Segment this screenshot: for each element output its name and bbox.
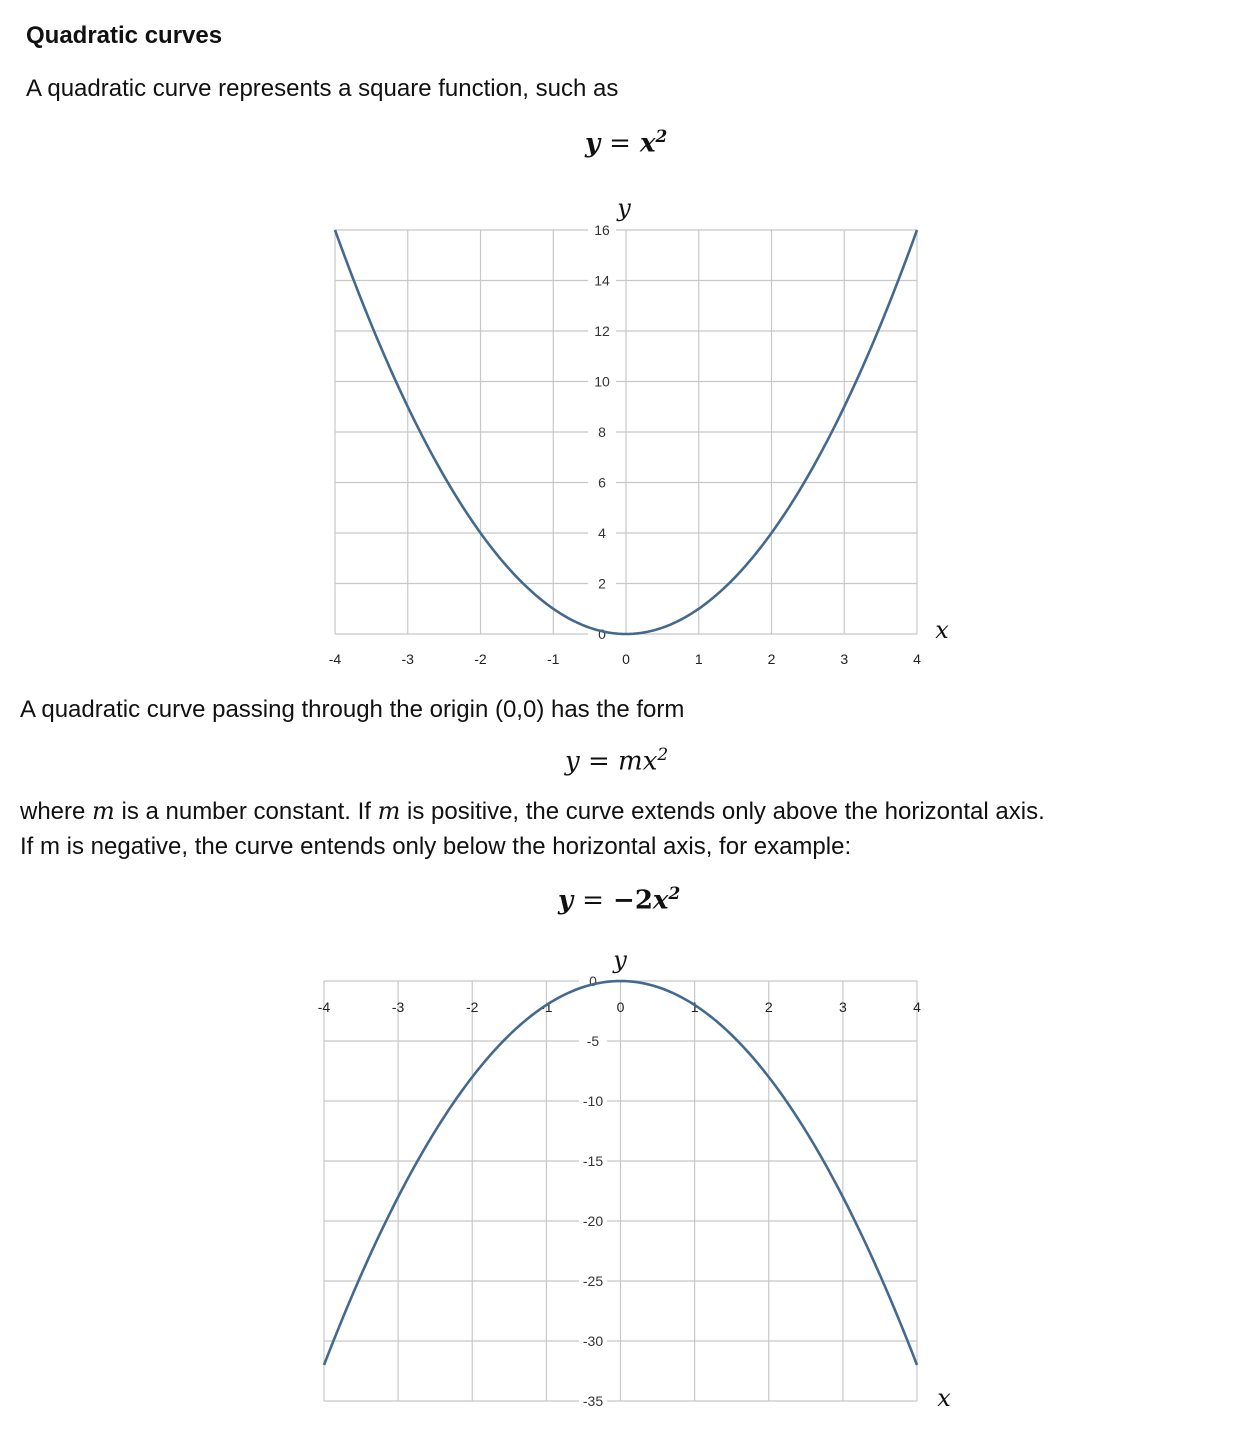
- x-tick-label: 3: [840, 651, 849, 667]
- x-tick-label: 0: [616, 999, 625, 1015]
- y-tick-label: 4: [598, 525, 606, 541]
- x-tick-label: -3: [401, 651, 414, 667]
- y-axis-label: y: [617, 194, 631, 222]
- eq1-base: x: [640, 128, 656, 159]
- para3-var2: m: [377, 797, 401, 825]
- eq3-op: =: [582, 885, 604, 916]
- eq2-base: x: [642, 746, 658, 777]
- origin-form-text: A quadratic curve passing through the origin (0,0) has the form: [20, 696, 685, 723]
- eq2-exp: 2: [657, 745, 669, 765]
- eq3-lhs: y: [558, 885, 574, 916]
- y-tick-label: -35: [582, 1393, 604, 1409]
- gridlines: [324, 981, 917, 1401]
- y-axis-label: y: [613, 946, 627, 974]
- y-tick-label: 14: [594, 272, 610, 289]
- x-axis-label: x: [937, 1384, 951, 1412]
- y-tick-label: 0: [598, 626, 606, 642]
- para3-part2: is a number constant. If: [114, 798, 378, 825]
- y-tick-label: 2: [598, 575, 606, 592]
- page-title: Quadratic curves: [26, 22, 223, 49]
- intro-text: A quadratic curve represents a square function, such as: [26, 75, 619, 102]
- equation-y-equals-mx-squared: [565, 745, 668, 777]
- equation-y-equals-x-squared: [585, 127, 667, 159]
- y-tick-label: 0: [589, 973, 597, 989]
- eq3-exp: 2: [668, 884, 681, 904]
- y-tick-label: 16: [594, 222, 610, 238]
- y-tick-label: 8: [598, 424, 606, 440]
- y-tick-label: 12: [594, 323, 610, 339]
- x-tick-label: -1: [540, 999, 553, 1015]
- x-tick-label: 4: [913, 651, 921, 667]
- eq2-coef: m: [618, 746, 643, 777]
- y-tick-label: 10: [594, 373, 610, 390]
- chart-y-equals-minus-2x-squared: [300, 940, 980, 1420]
- eq2-op: =: [587, 746, 610, 777]
- eq3-base: x: [652, 885, 669, 916]
- y-tick-label: -20: [582, 1213, 604, 1229]
- x-axis-label: x: [935, 616, 949, 644]
- y-tick-label: -30: [582, 1333, 604, 1349]
- y-tick-label: -5: [586, 1033, 600, 1049]
- eq1-op: =: [609, 128, 631, 159]
- x-tick-label: -4: [317, 999, 331, 1015]
- x-tick-label: -4: [328, 651, 342, 667]
- y-tick-label: -15: [582, 1153, 604, 1169]
- x-tick-label: -1: [547, 651, 560, 667]
- gridlines: [335, 230, 917, 634]
- x-tick-label: 4: [913, 999, 921, 1015]
- y-tick-label: -10: [582, 1093, 604, 1109]
- eq2-lhs: y: [565, 746, 580, 777]
- x-tick-label: -2: [474, 651, 487, 667]
- constant-explanation-line1: [20, 797, 1045, 826]
- eq1-lhs: y: [585, 128, 601, 159]
- y-tick-label: 6: [598, 474, 606, 491]
- eq3-coef: −2: [613, 885, 653, 916]
- x-tick-label: 3: [838, 999, 847, 1015]
- equation-y-equals-minus-2x-squared: [558, 884, 680, 916]
- constant-explanation-line2: If m is negative, the curve entends only below the horizontal axis, for example:: [20, 833, 852, 860]
- y-tick-label: -25: [582, 1273, 604, 1289]
- x-tick-label: -3: [391, 999, 405, 1015]
- x-tick-label: 2: [767, 651, 776, 667]
- para3-var1: m: [92, 797, 115, 825]
- para3-part1: where: [20, 798, 93, 825]
- x-tick-label: -2: [466, 999, 479, 1015]
- x-tick-label: 0: [622, 651, 630, 667]
- x-tick-label: 1: [690, 999, 699, 1015]
- chart-y-equals-x-squared: [300, 190, 980, 680]
- x-tick-label: 2: [764, 999, 773, 1015]
- para3-part3: is positive, the curve extends only above the horizontal axis.: [400, 798, 1045, 825]
- x-tick-label: 1: [694, 651, 703, 667]
- eq1-exp: 2: [655, 127, 668, 147]
